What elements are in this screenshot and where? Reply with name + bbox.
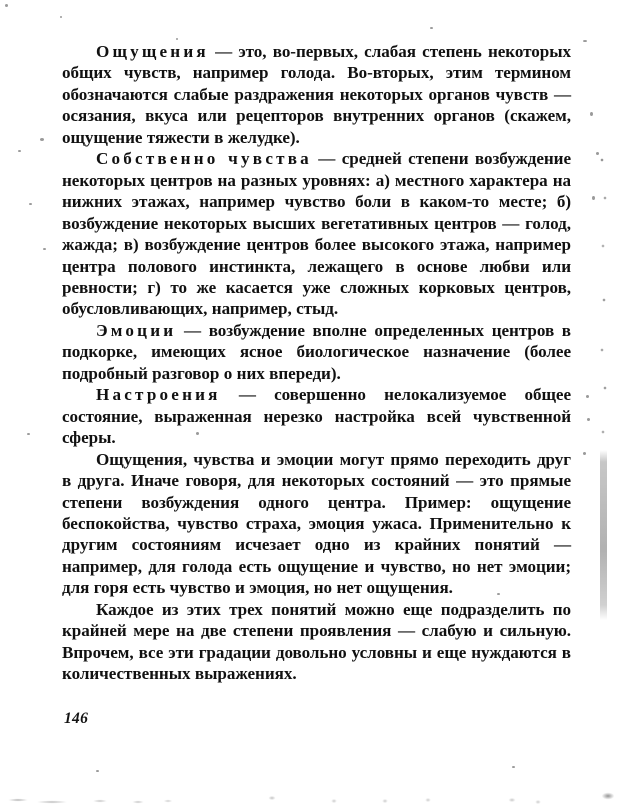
scan-speck xyxy=(43,248,46,250)
paragraph-text: Каждое из этих трех понятий можно еще подразделить по крайней мере на две степени проявления — слабую и сильную. Впрочем, все эти градации довольно условны и еще нуждаются в количественных выражениях. xyxy=(62,599,571,684)
scan-speck xyxy=(512,766,515,768)
paragraph-text: — возбуждение вполне определенных центров в подкорке, имеющих ясное биологическое назначение (более подробный разговор о них впереди). xyxy=(62,320,571,383)
scan-speck xyxy=(583,452,586,455)
scan-bottom-smudge xyxy=(0,790,620,810)
paragraph-text: — средней степени возбуждение некоторых центров на разных уровнях: а) местного характера на нижних этажах, например чувство боли в каком-то месте; б) возбуждение некоторых высших вегетативных центров — голод, жажда; в) возбуждение центров более высокого этажа, например центра полового инстинкта, лежащего в основе любви или ревности; г) то же касается уже сложных корковых центров, обусловливающих, например, стыд. xyxy=(62,149,572,319)
paragraph-lead-term: Собственно чувства xyxy=(96,149,312,169)
scan-speck xyxy=(586,395,589,398)
paragraph-lead-term: Ощущения xyxy=(96,42,209,61)
scan-speck xyxy=(592,196,595,200)
paragraph-text: — это, во-первых, слабая степень некоторых общих чувств, например голода. Во-вторых, этим термином обозначаются слабые раздражения некоторых органов чувств — осязания, вкуса или рецепторов внутренних органов (скажем, ощущение тяжести в желудке). xyxy=(62,42,571,147)
paragraph xyxy=(62,41,571,148)
paragraph xyxy=(62,599,571,685)
scan-edge-noise xyxy=(600,150,607,620)
scan-speck xyxy=(590,112,593,116)
paragraph-text: Ощущения, чувства и эмоции могут прямо переходить друг в друга. Иначе говоря, для некоторых состояний — это прямые степени возбуждения одного центра. Пример: ощущение беспокойства, чувство страха, эмоция ужаса. Применительно к другим состояниям исчезает одно из крайних понятий — например, для голода есть ощущение и чувство, но нет эмоции; для горя есть чувство и эмоция, но нет ощущения. xyxy=(62,449,571,598)
scan-speck xyxy=(596,152,599,155)
scan-speck xyxy=(96,770,99,772)
scan-speck xyxy=(18,150,21,152)
paragraph xyxy=(62,320,571,384)
scan-speck xyxy=(27,433,30,435)
paragraph xyxy=(62,384,571,448)
page-number: 146 xyxy=(64,710,89,727)
scan-speck xyxy=(583,40,587,42)
scan-speck xyxy=(587,418,590,421)
paragraph-text: — совершенно нелокализуемое общее состояние, выраженная нерезко настройка всей чувственной сферы. xyxy=(62,385,571,448)
scan-speck xyxy=(5,4,8,7)
page-text-body xyxy=(62,41,571,685)
paragraph-lead-term: Эмоции xyxy=(96,320,177,340)
scan-speck xyxy=(40,138,44,141)
scan-speck xyxy=(29,203,32,205)
paragraph xyxy=(62,148,571,320)
scan-speck xyxy=(60,16,62,18)
paragraph-lead-term: Настроения xyxy=(96,385,221,405)
paragraph xyxy=(62,449,571,599)
scan-speck xyxy=(430,27,433,29)
scan-speck xyxy=(176,38,178,40)
